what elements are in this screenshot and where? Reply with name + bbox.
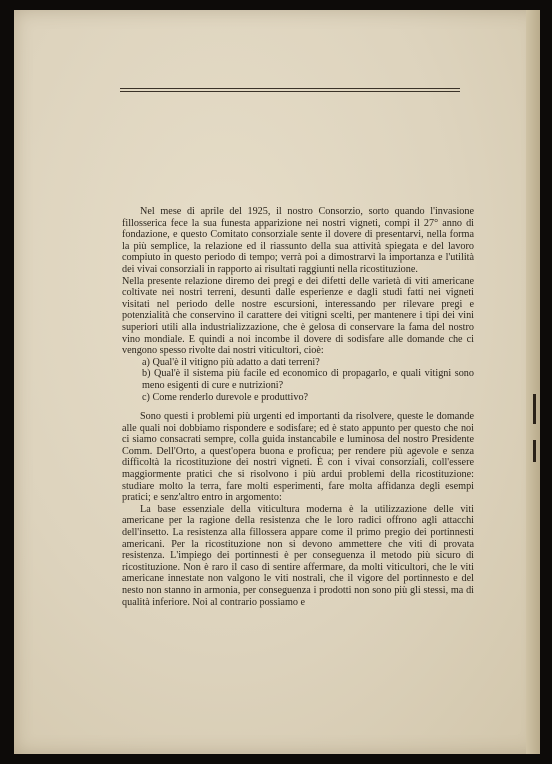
paragraph-base: La base essenziale della viticultura moderna è la utilizzazione delle viti americane per la ragione della resistenza che le loro radici offrono agli attacchi dell'insetto. La resistenza alla fillossera appare come il primo pregio dei portinnesti americani. Per la ricostituzione non si devono ammettere che viti di provata resistenza. L'impiego dei portinnesti è per conseguenza il metodo più sicuro di ricostituzione. Non è raro il caso di sentire affermare, da molti viticultori, che le viti americane innestate non valgono le viti nostrali, che il vigore del portinnesto e del nesto non stanno in armonia, per conseguenza i prodotti non sono più gli stessi, ma di qualità inferiore. Noi al contrario possiamo e [122, 503, 474, 608]
header-rule [120, 88, 460, 92]
page-edge [526, 10, 540, 754]
margin-mark [533, 394, 536, 424]
paragraph-relazione: Nella presente relazione diremo dei pregi e dei difetti delle varietà di viti americane coltivate nei nostri terreni, desunti dalle esperienze e dagli studi fatti nei vigneti visitati nel periodo delle nostre escursioni, interessando per rilevare pregi e potenzialità che conservino il carattere dei vitigni scelti, per mantenere i tipi dei vini superiori utili alla industrializzazione, che è gelosa di conservare la fama del nostro vino mondiale. E quindi a noi incombe il dovere di sodisfare alle domande che ci vengono spesso rivolte dai nostri viticultori, cioè: [122, 275, 474, 357]
question-a: a) Qual'è il vitigno più adatto a dati terreni? [142, 356, 320, 368]
paragraph-problemi: Sono questi i problemi più urgenti ed importanti da risolvere, queste le domande alle quali noi dobbiamo rispondere e sodisfare; ed è stato appunto per questo che noi ci siamo consacrati sempre, colla guida instancabile e luminosa del nostro Presidente Comm. Dell'Orto, a quest'opera buona e proficua; per rendere più agevole e senza difficoltà la ricostituzione dei nostri vigneti. È con i vivai consorziali, coll'essere maggiormente pratici che si risolvono i più ardui problemi della ricostituzione: studiare molto la terra, fare molti esperimenti, fare molta affidanza degli esempi pratici; e senz'altro entro in argomento: [122, 411, 474, 504]
question-b: b) Qual'è il sistema più facile ed economico di propagarlo, e quali vitigni sono meno esigenti di cure e nutrizioni? [142, 368, 474, 391]
margin-mark [533, 440, 536, 462]
paragraph-intro: Nel mese di aprile del 1925, il nostro Consorzio, sorto quando l'invasione fillosserica fece la sua funesta apparizione nei nostri vigneti, compì il 27° anno di fondazione, e questo Comitato consorziale sente il dovere di presentarvi, nella forma la più semplice, la relazione ed il riassunto della sua attività spiegata e del lavoro compiuto in questo periodo di tempo; verrà poi a dimostrarvi la importanza e l'utilità dei vivai consorziali in rapporto ai risultati raggiunti nella ricostituzione. [122, 206, 474, 275]
body-text [122, 206, 474, 608]
question-c: c) Come renderlo durevole e produttivo? [142, 391, 309, 403]
document-page [14, 10, 540, 754]
